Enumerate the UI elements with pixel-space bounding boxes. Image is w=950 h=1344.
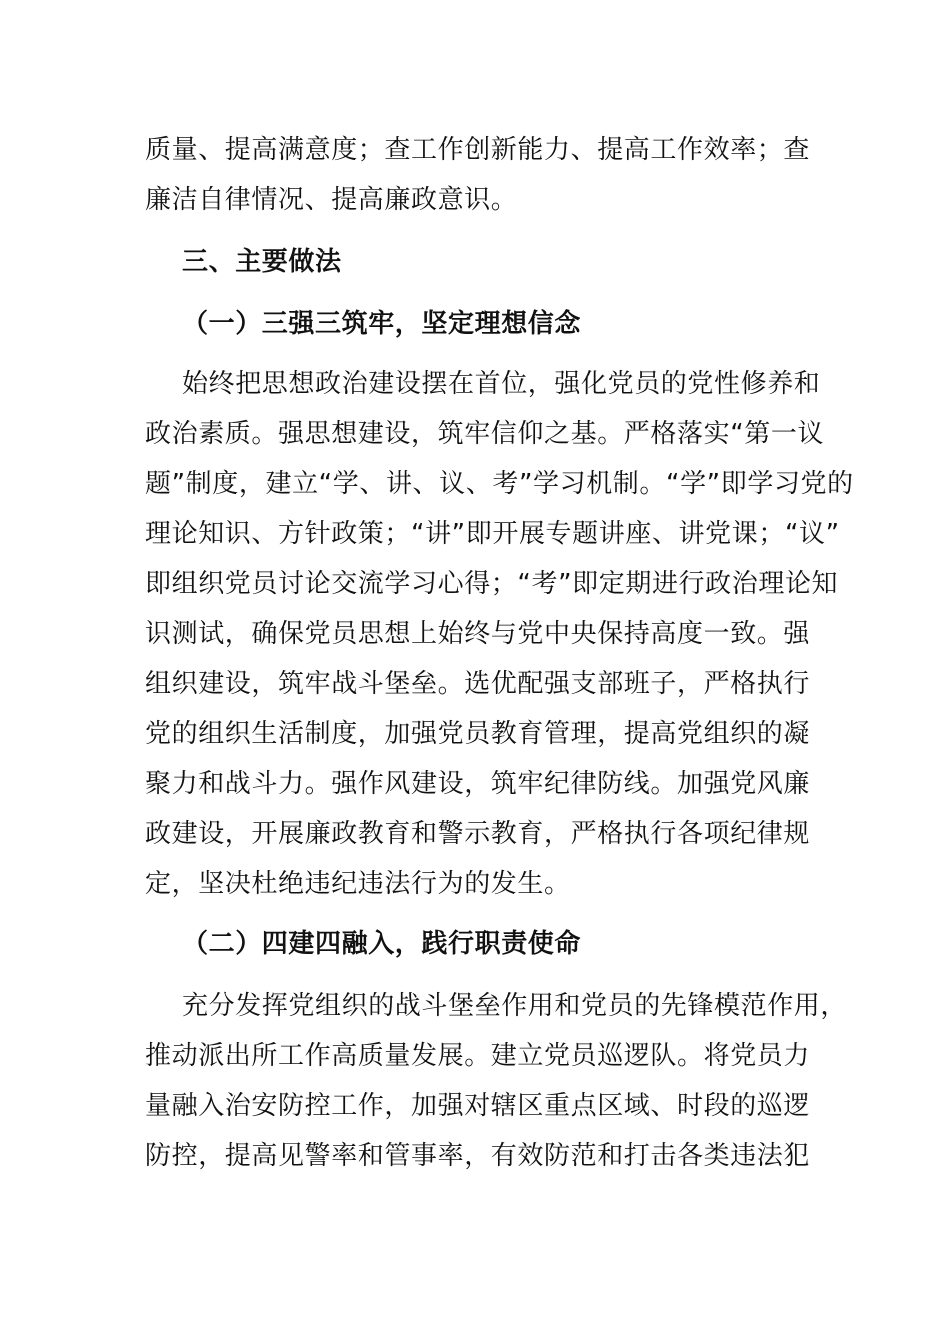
body-text-line: 理论知识、方针政策；“讲”即开展专题讲座、讲党课；“议” xyxy=(145,519,840,549)
body-text-line: 题”制度，建立“学、讲、议、考”学习机制。“学”即学习党的 xyxy=(145,469,854,499)
body-text-line: 聚力和战斗力。强作风建设，筑牢纪律防线。加强党风廉 xyxy=(145,769,811,799)
body-text-line: 政建设，开展廉政教育和警示教育，严格执行各项纪律规 xyxy=(145,819,811,849)
body-text-line: 防控，提高见警率和管事率，有效防范和打击各类违法犯 xyxy=(145,1141,811,1171)
body-text-line: 即组织党员讨论交流学习心得；“考”即定期进行政治理论知 xyxy=(145,569,839,599)
body-text-line: 组织建设，筑牢战斗堡垒。选优配强支部班子，严格执行 xyxy=(145,669,811,699)
section-heading: 三、主要做法 xyxy=(182,247,342,277)
body-text-line: 识测试，确保党员思想上始终与党中央保持高度一致。强 xyxy=(145,619,811,649)
body-text-line: 量融入治安防控工作，加强对辖区重点区域、时段的巡逻 xyxy=(145,1091,811,1121)
body-text-line: 政治素质。强思想建设，筑牢信仰之基。严格落实“第一议 xyxy=(145,419,825,449)
body-text-line: 充分发挥党组织的战斗堡垒作用和党员的先锋模范作用， xyxy=(182,991,848,1021)
body-text-line: 定，坚决杜绝违纪违法行为的发生。 xyxy=(145,869,571,899)
subsection-heading: （一）三强三筑牢，坚定理想信念 xyxy=(182,309,582,339)
subsection-heading: （二）四建四融入，践行职责使命 xyxy=(182,929,582,959)
body-text-line: 始终把思想政治建设摆在首位，强化党员的党性修养和 xyxy=(182,369,821,399)
body-text-line: 推动派出所工作高质量发展。建立党员巡逻队。将党员力 xyxy=(145,1041,811,1071)
body-text-line: 质量、提高满意度；查工作创新能力、提高工作效率；查 xyxy=(145,135,811,165)
body-text-line: 廉洁自律情况、提高廉政意识。 xyxy=(145,185,518,215)
body-text-line: 党的组织生活制度，加强党员教育管理，提高党组织的凝 xyxy=(145,719,811,749)
